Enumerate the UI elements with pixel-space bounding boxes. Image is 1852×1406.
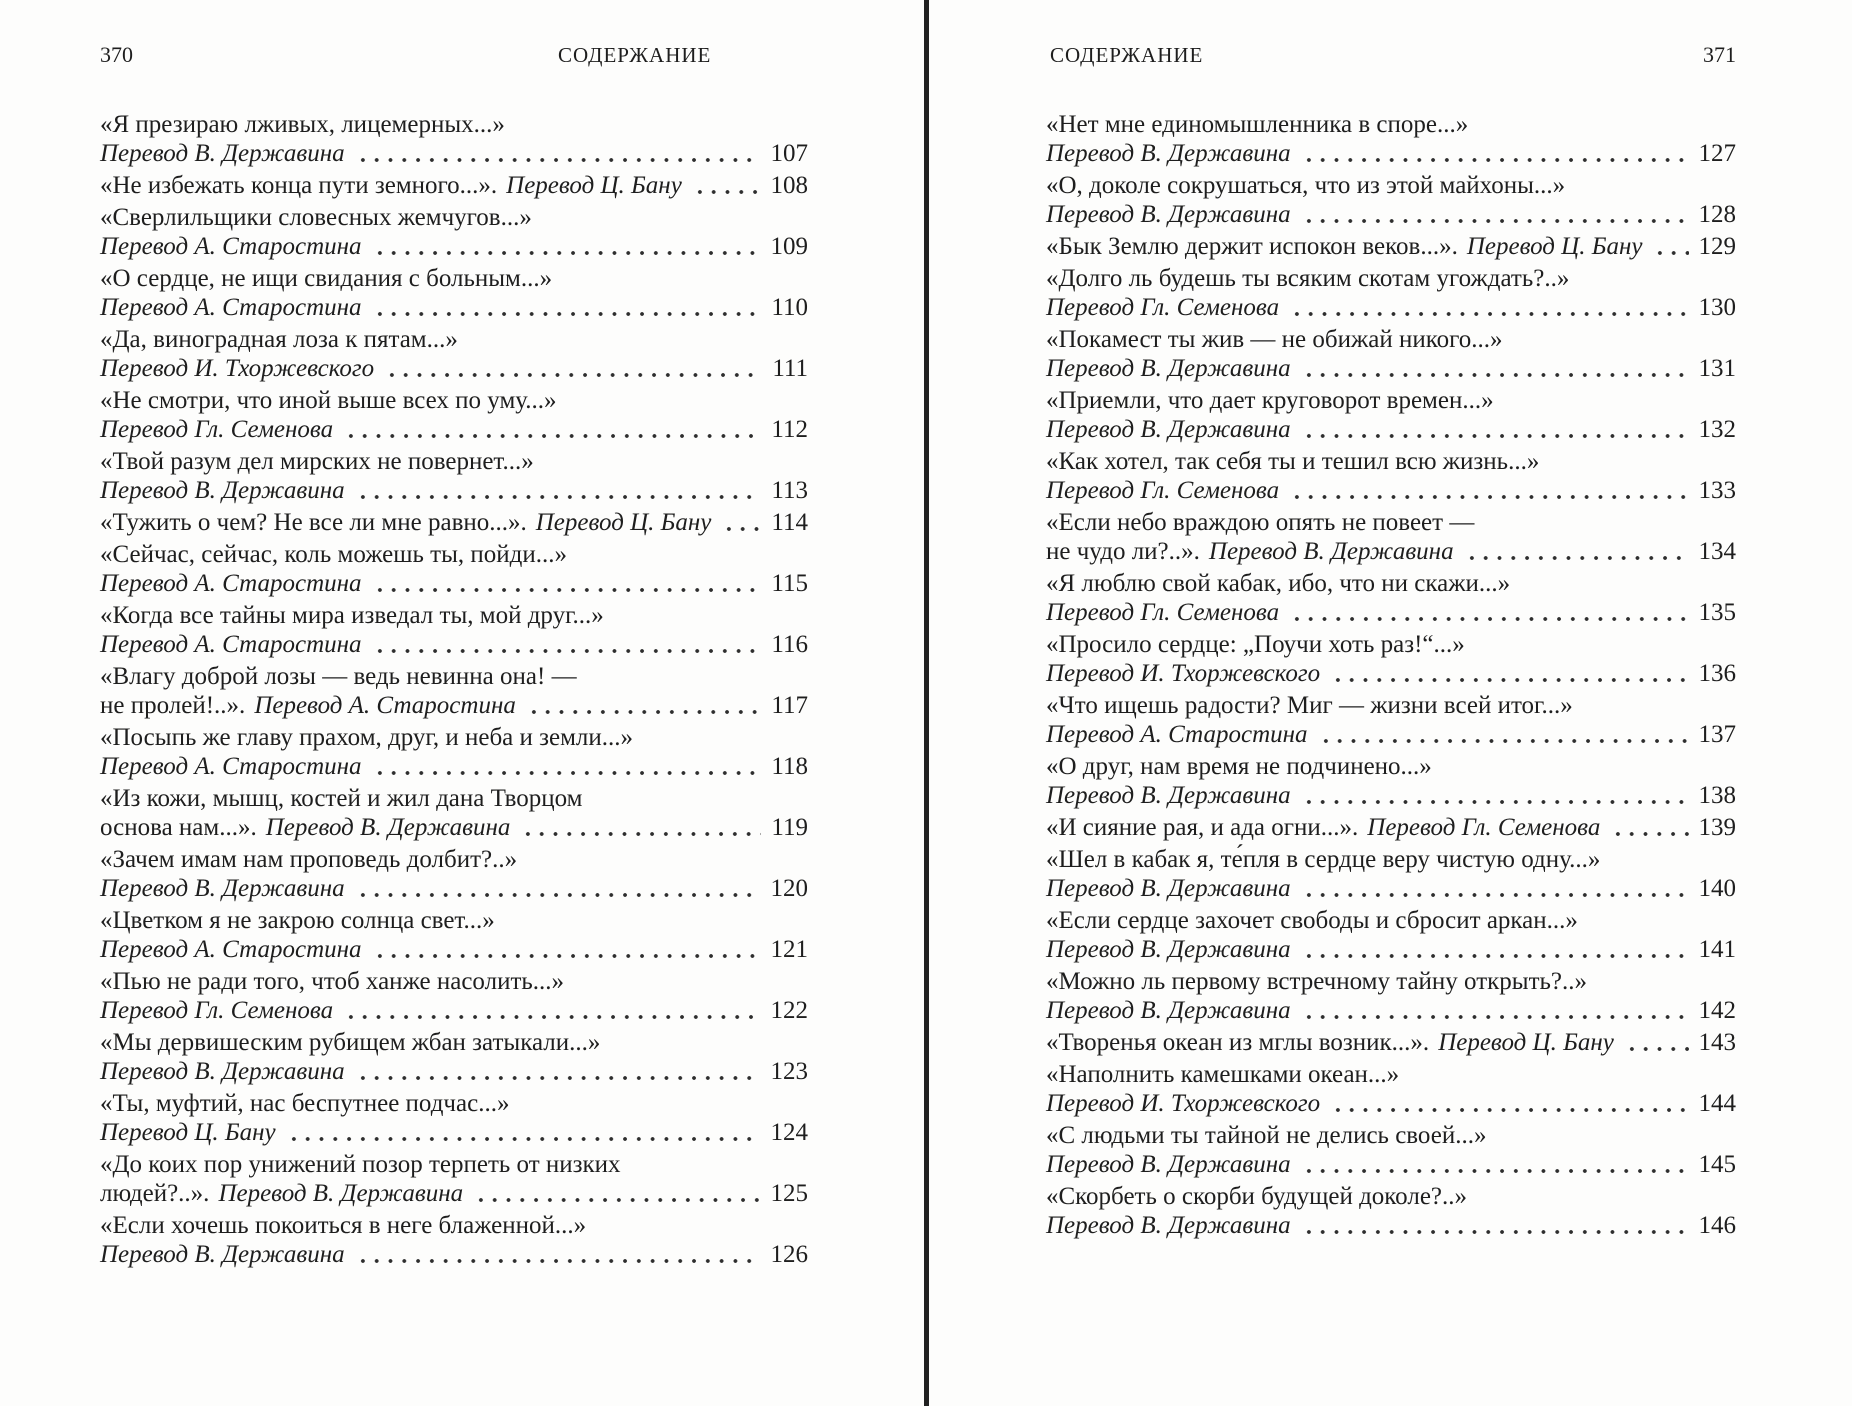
toc-entry-line — [100, 935, 808, 964]
toc-entry-line — [100, 1179, 808, 1208]
dot-leader — [1329, 659, 1688, 688]
entry-title: «Да, виноградная лоза к пятам...» — [100, 326, 458, 353]
toc-entry-line — [1046, 139, 1736, 168]
entry-title: не чудо ли?..». — [1046, 538, 1200, 565]
entry-title: «Бык Землю держит испокон веков...». — [1046, 233, 1458, 260]
entry-page-number: 146 — [1698, 1212, 1736, 1239]
entry-translator: Перевод Ц. Бану — [1466, 233, 1643, 260]
entry-translator: Перевод А. Старостина — [100, 936, 362, 963]
toc-entry-line — [100, 203, 808, 232]
dot-leader — [1300, 354, 1689, 383]
toc-entry — [1046, 1121, 1736, 1179]
toc-entry-line — [1046, 537, 1736, 566]
dot-leader — [371, 630, 762, 659]
entry-translator: Перевод В. Державина — [100, 1058, 345, 1085]
entry-title: «О сердце, не ищи свидания с больным...» — [100, 265, 553, 292]
entry-page-number: 124 — [770, 1119, 808, 1146]
toc-entry — [100, 447, 808, 505]
entry-page-number: 119 — [771, 814, 808, 841]
toc-entries — [100, 110, 808, 1269]
entry-translator: Перевод А. Старостина — [100, 753, 362, 780]
toc-entry-line — [100, 784, 808, 813]
dot-leader — [354, 874, 761, 903]
entry-page-number: 116 — [771, 631, 808, 658]
dot-leader — [285, 1118, 761, 1147]
toc-entry-line — [100, 723, 808, 752]
dot-leader — [354, 139, 761, 168]
entry-title: не пролей!..». — [100, 692, 246, 719]
toc-entry — [1046, 752, 1736, 810]
dot-leader — [1623, 1028, 1689, 1057]
toc-entry-line — [100, 569, 808, 598]
entry-page-number: 126 — [770, 1241, 808, 1268]
entry-title: «Приемли, что дает круговорот времен...» — [1046, 387, 1494, 414]
entry-title: «Можно ль первому встречному тайну открыть?..» — [1046, 968, 1588, 995]
toc-entry-line — [1046, 1121, 1736, 1150]
page-header — [1046, 42, 1736, 70]
entry-translator: Перевод В. Державина — [1046, 355, 1291, 382]
toc-entry — [1046, 845, 1736, 903]
toc-entry-line — [1046, 813, 1736, 842]
dot-leader — [525, 691, 762, 720]
toc-entry — [100, 386, 808, 444]
toc-entry-line — [1046, 1060, 1736, 1089]
entry-page-number: 133 — [1698, 477, 1736, 504]
dot-leader — [1300, 935, 1689, 964]
entry-page-number: 138 — [1698, 782, 1736, 809]
entry-title: «Как хотел, так себя ты и тешил всю жизнь...» — [1046, 448, 1540, 475]
entry-page-number: 120 — [770, 875, 808, 902]
entry-translator: Перевод В. Державина — [1046, 997, 1291, 1024]
toc-entry — [1046, 967, 1736, 1025]
entry-title: основа нам...». — [100, 814, 257, 841]
entry-page-number: 131 — [1698, 355, 1736, 382]
entry-title: «Шел в кабак я, те́пля в сердце веру чистую одну...» — [1046, 846, 1601, 873]
entry-title: «И сияние рая, и ада огни...». — [1046, 814, 1359, 841]
entry-page-number: 109 — [770, 233, 808, 260]
dot-leader — [1300, 874, 1689, 903]
entry-page-number: 127 — [1698, 140, 1736, 167]
toc-entry-line — [100, 906, 808, 935]
toc-entry-line — [1046, 906, 1736, 935]
toc-entry — [100, 508, 808, 537]
toc-entry-line — [100, 415, 808, 444]
entry-page-number: 123 — [770, 1058, 808, 1085]
entry-translator: Перевод А. Старостина — [254, 692, 516, 719]
entry-page-number: 115 — [771, 570, 808, 597]
entry-title: «Влагу доброй лозы — ведь невинна она! — — [100, 663, 577, 690]
entry-title: «Что ищешь радости? Миг — жизни всей итог...» — [1046, 692, 1573, 719]
toc-entry-line — [1046, 569, 1736, 598]
toc-entry — [1046, 110, 1736, 168]
toc-entry — [1046, 325, 1736, 383]
entry-page-number: 136 — [1698, 660, 1736, 687]
toc-entry — [100, 906, 808, 964]
toc-entry-line — [1046, 598, 1736, 627]
toc-entry — [100, 967, 808, 1025]
toc-entry — [100, 325, 808, 383]
entry-title: «Не смотри, что иной выше всех по уму...» — [100, 387, 557, 414]
entry-title: «Сейчас, сейчас, коль можешь ты, пойди...» — [100, 541, 568, 568]
entry-page-number: 134 — [1698, 538, 1736, 565]
entry-page-number: 140 — [1698, 875, 1736, 902]
entry-title: «Твой разум дел мирских не повернет...» — [100, 448, 534, 475]
toc-entry-line — [100, 1150, 808, 1179]
toc-entry-line — [100, 325, 808, 354]
book-page-right — [1046, 42, 1736, 1243]
entry-translator: Перевод И. Тхоржевского — [1046, 1090, 1321, 1117]
entry-translator: Перевод В. Державина — [1046, 416, 1291, 443]
entry-title: «Если сердце захочет свободы и сбросит аркан...» — [1046, 907, 1578, 934]
entry-page-number: 111 — [772, 355, 808, 382]
entry-page-number: 130 — [1698, 294, 1736, 321]
toc-entry-line — [1046, 1211, 1736, 1240]
toc-entry-line — [100, 508, 808, 537]
entry-translator: Перевод А. Старостина — [1046, 721, 1308, 748]
entry-title: «С людьми ты тайной не делись своей...» — [1046, 1122, 1487, 1149]
page-number-folio: 370 — [100, 42, 133, 67]
toc-entry-line — [1046, 720, 1736, 749]
entry-translator: Перевод В. Державина — [1046, 875, 1291, 902]
dot-leader — [371, 232, 761, 261]
toc-entry — [100, 1028, 808, 1086]
dot-leader — [1300, 781, 1689, 810]
entry-title: «О, доколе сокрушаться, что из этой майхоны...» — [1046, 172, 1566, 199]
entry-page-number: 110 — [771, 294, 808, 321]
toc-entry-line — [1046, 200, 1736, 229]
dot-leader — [354, 476, 762, 505]
toc-entry — [100, 110, 808, 168]
entry-translator: Перевод Гл. Семенова — [1046, 294, 1280, 321]
entry-title: «Пью не ради того, чтоб ханже насолить...» — [100, 968, 565, 995]
entry-title: «Творенья океан из мглы возник...». — [1046, 1029, 1430, 1056]
page-gutter-divider — [924, 0, 929, 1406]
toc-entry-line — [1046, 630, 1736, 659]
entry-translator: Перевод В. Державина — [1046, 201, 1291, 228]
entry-page-number: 129 — [1698, 233, 1736, 260]
toc-entry-line — [100, 110, 808, 139]
entry-title: «Наполнить камешками океан...» — [1046, 1061, 1400, 1088]
entry-translator: Перевод В. Державина — [1046, 782, 1291, 809]
toc-entry-line — [100, 293, 808, 322]
toc-entry-line — [1046, 354, 1736, 383]
toc-entry-line — [1046, 447, 1736, 476]
toc-entry-line — [100, 540, 808, 569]
dot-leader — [1317, 720, 1689, 749]
toc-entry — [1046, 569, 1736, 627]
toc-entry-line — [100, 171, 808, 200]
entry-translator: Перевод Ц. Бану — [535, 509, 712, 536]
dot-leader — [383, 354, 762, 383]
entry-page-number: 117 — [771, 692, 808, 719]
dot-leader — [519, 813, 761, 842]
toc-entry-line — [1046, 781, 1736, 810]
toc-entry-line — [1046, 508, 1736, 537]
toc-entry-line — [1046, 752, 1736, 781]
entry-translator: Перевод Ц. Бану — [1438, 1029, 1614, 1056]
dot-leader — [371, 569, 762, 598]
toc-entry-line — [1046, 232, 1736, 261]
page-header — [100, 42, 808, 70]
dot-leader — [1651, 232, 1688, 261]
toc-entry — [100, 784, 808, 842]
dot-leader — [1329, 1089, 1688, 1118]
dot-leader — [1300, 1150, 1689, 1179]
entry-translator: Перевод Гл. Семенова — [100, 416, 334, 443]
toc-entry-line — [100, 967, 808, 996]
entry-title: «Если небо враждою опять не повеет — — [1046, 509, 1475, 536]
entry-page-number: 114 — [771, 509, 808, 536]
entry-title: «Тужить о чем? Не все ли мне равно...». — [100, 509, 527, 536]
entry-title: «Не избежать конца пути земного...». — [100, 172, 498, 199]
entry-translator: Перевод Гл. Семенова — [100, 997, 334, 1024]
entry-page-number: 107 — [770, 140, 808, 167]
dot-leader — [1300, 1211, 1689, 1240]
entry-translator: Перевод В. Державина — [265, 814, 511, 841]
toc-entry-line — [1046, 1028, 1736, 1057]
toc-entry — [100, 1211, 808, 1269]
dot-leader — [1300, 139, 1689, 168]
entry-translator: Перевод Ц. Бану — [100, 1119, 276, 1146]
dot-leader — [691, 171, 761, 200]
toc-entry-line — [100, 662, 808, 691]
entry-page-number: 112 — [771, 416, 808, 443]
entry-translator: Перевод В. Державина — [100, 1241, 345, 1268]
entry-title: «Ты, муфтий, нас беспутнее подчас...» — [100, 1090, 510, 1117]
toc-entry-line — [100, 752, 808, 781]
entry-title: «Нет мне единомышленника в споре...» — [1046, 111, 1469, 138]
toc-entry-line — [1046, 325, 1736, 354]
dot-leader — [1300, 996, 1689, 1025]
toc-entry — [1046, 447, 1736, 505]
entry-title: «Зачем имам нам проповедь долбит?..» — [100, 846, 518, 873]
dot-leader — [1463, 537, 1689, 566]
toc-entry — [1046, 386, 1736, 444]
entry-translator: Перевод В. Державина — [100, 477, 345, 504]
entry-translator: Перевод Гл. Семенова — [1046, 477, 1280, 504]
entry-translator: Перевод А. Старостина — [100, 233, 362, 260]
entry-title: «Мы дервишеским рубищем жбан затыкали...» — [100, 1029, 601, 1056]
entry-page-number: 137 — [1698, 721, 1736, 748]
toc-entry — [100, 662, 808, 720]
toc-entry-line — [1046, 659, 1736, 688]
toc-entry-line — [100, 476, 808, 505]
entry-translator: Перевод В. Державина — [1208, 538, 1454, 565]
toc-entry-line — [1046, 386, 1736, 415]
toc-entry-line — [100, 139, 808, 168]
entry-page-number: 121 — [770, 936, 808, 963]
toc-entry — [1046, 630, 1736, 688]
entry-translator: Перевод Гл. Семенова — [1046, 599, 1280, 626]
entry-title: «Сверлильщики словесных жемчугов...» — [100, 204, 532, 231]
toc-entry-line — [1046, 476, 1736, 505]
toc-entry — [100, 601, 808, 659]
entry-page-number: 142 — [1698, 997, 1736, 1024]
entry-translator: Перевод В. Державина — [100, 875, 345, 902]
toc-entry-line — [100, 601, 808, 630]
toc-entry — [1046, 691, 1736, 749]
entry-page-number: 128 — [1698, 201, 1736, 228]
toc-entry-line — [1046, 996, 1736, 1025]
entry-page-number: 144 — [1698, 1090, 1736, 1117]
toc-entry-line — [1046, 1182, 1736, 1211]
dot-leader — [1288, 598, 1688, 627]
toc-entry-line — [100, 813, 808, 842]
toc-entry-line — [1046, 967, 1736, 996]
toc-entry — [1046, 264, 1736, 322]
toc-entry-line — [1046, 1150, 1736, 1179]
toc-entry-line — [100, 845, 808, 874]
entry-title: «Посыпь же главу прахом, друг, и неба и земли...» — [100, 724, 634, 751]
entry-translator: Перевод В. Державина — [1046, 140, 1291, 167]
toc-entry-line — [100, 264, 808, 293]
entry-title: «До коих пор унижений позор терпеть от низких — [100, 1151, 621, 1178]
entry-translator: Перевод Гл. Семенова — [1367, 814, 1601, 841]
toc-entry — [1046, 1028, 1736, 1057]
entry-page-number: 125 — [770, 1180, 808, 1207]
toc-entry-line — [100, 874, 808, 903]
toc-entry-line — [100, 630, 808, 659]
toc-entry — [100, 203, 808, 261]
running-title: СОДЕРЖАНИЕ — [1050, 43, 1204, 67]
entry-translator: Перевод Ц. Бану — [506, 172, 682, 199]
toc-entry-line — [1046, 845, 1736, 874]
toc-entry-line — [100, 386, 808, 415]
dot-leader — [1300, 200, 1689, 229]
entry-translator: Перевод В. Державина — [1046, 936, 1291, 963]
entry-title: «Я люблю свой кабак, ибо, что ни скажи...» — [1046, 570, 1511, 597]
toc-entry-line — [1046, 264, 1736, 293]
entry-page-number: 145 — [1698, 1151, 1736, 1178]
entry-title: «О друг, нам время не подчинено...» — [1046, 753, 1432, 780]
entry-translator: Перевод В. Державина — [1046, 1212, 1291, 1239]
entry-translator: Перевод В. Державина — [218, 1180, 464, 1207]
toc-entry-line — [100, 354, 808, 383]
toc-entry — [100, 845, 808, 903]
entry-title: «Просило сердце: „Поучи хоть раз!“...» — [1046, 631, 1465, 658]
entry-page-number: 143 — [1698, 1029, 1736, 1056]
entry-page-number: 141 — [1698, 936, 1736, 963]
dot-leader — [1288, 293, 1688, 322]
entry-title: «Если хочешь покоиться в неге блаженной...» — [100, 1212, 587, 1239]
entry-title: «Я презираю лживых, лицемерных...» — [100, 111, 505, 138]
toc-entry — [1046, 232, 1736, 261]
dot-leader — [1288, 476, 1688, 505]
entry-title: «Цветком я не закрою солнца свет...» — [100, 907, 495, 934]
dot-leader — [472, 1179, 760, 1208]
toc-entry-line — [100, 1057, 808, 1086]
dot-leader — [371, 752, 762, 781]
toc-entry — [100, 1089, 808, 1147]
toc-entry — [1046, 1060, 1736, 1118]
toc-entry — [1046, 1182, 1736, 1240]
entry-title: «Из кожи, мышц, костей и жил дана Творцом — [100, 785, 583, 812]
toc-entry-line — [100, 447, 808, 476]
toc-entry-line — [100, 1028, 808, 1057]
dot-leader — [1609, 813, 1688, 842]
entry-translator: Перевод И. Тхоржевского — [100, 355, 375, 382]
entry-page-number: 122 — [770, 997, 808, 1024]
toc-entry-line — [100, 1211, 808, 1240]
toc-entry-line — [100, 1240, 808, 1269]
toc-entry-line — [1046, 874, 1736, 903]
entry-page-number: 135 — [1698, 599, 1736, 626]
toc-entry-line — [100, 691, 808, 720]
toc-entry-line — [100, 1089, 808, 1118]
toc-entry-line — [1046, 293, 1736, 322]
toc-entry — [1046, 813, 1736, 842]
entry-title: «Долго ль будешь ты всяким скотам угождать?..» — [1046, 265, 1570, 292]
dot-leader — [1300, 415, 1689, 444]
toc-entry-line — [100, 996, 808, 1025]
entry-page-number: 118 — [771, 753, 808, 780]
toc-entry-line — [1046, 171, 1736, 200]
toc-entries — [1046, 110, 1736, 1240]
toc-entry — [100, 1150, 808, 1208]
toc-entry-line — [1046, 415, 1736, 444]
entry-translator: Перевод И. Тхоржевского — [1046, 660, 1321, 687]
toc-entry-line — [1046, 935, 1736, 964]
entry-title: «Покамест ты жив — не обижай никого...» — [1046, 326, 1503, 353]
dot-leader — [371, 935, 761, 964]
dot-leader — [342, 996, 760, 1025]
dot-leader — [342, 415, 761, 444]
entry-page-number: 132 — [1698, 416, 1736, 443]
entry-page-number: 113 — [771, 477, 808, 504]
page-number-folio: 371 — [1703, 42, 1736, 67]
toc-entry-line — [1046, 1089, 1736, 1118]
toc-entry — [100, 264, 808, 322]
toc-entry-line — [100, 232, 808, 261]
toc-entry-line — [100, 1118, 808, 1147]
entry-page-number: 108 — [770, 172, 808, 199]
toc-entry — [1046, 508, 1736, 566]
toc-entry-line — [1046, 691, 1736, 720]
entry-translator: Перевод А. Старостина — [100, 294, 362, 321]
toc-entry — [100, 171, 808, 200]
toc-entry — [100, 723, 808, 781]
entry-title: «Когда все тайны мира изведал ты, мой друг...» — [100, 602, 604, 629]
toc-entry — [1046, 906, 1736, 964]
running-title: СОДЕРЖАНИЕ — [558, 43, 712, 67]
dot-leader — [371, 293, 762, 322]
entry-translator: Перевод А. Старостина — [100, 631, 362, 658]
toc-entry — [1046, 171, 1736, 229]
toc-entry — [100, 540, 808, 598]
entry-title: «Скорбеть о скорби будущей доколе?..» — [1046, 1183, 1468, 1210]
dot-leader — [720, 508, 761, 537]
entry-title: людей?..». — [100, 1180, 210, 1207]
dot-leader — [354, 1057, 761, 1086]
entry-page-number: 139 — [1698, 814, 1736, 841]
dot-leader — [354, 1240, 761, 1269]
entry-translator: Перевод В. Державина — [1046, 1151, 1291, 1178]
entry-translator: Перевод В. Державина — [100, 140, 345, 167]
entry-translator: Перевод А. Старостина — [100, 570, 362, 597]
book-page-left — [100, 42, 808, 1272]
toc-entry-line — [1046, 110, 1736, 139]
